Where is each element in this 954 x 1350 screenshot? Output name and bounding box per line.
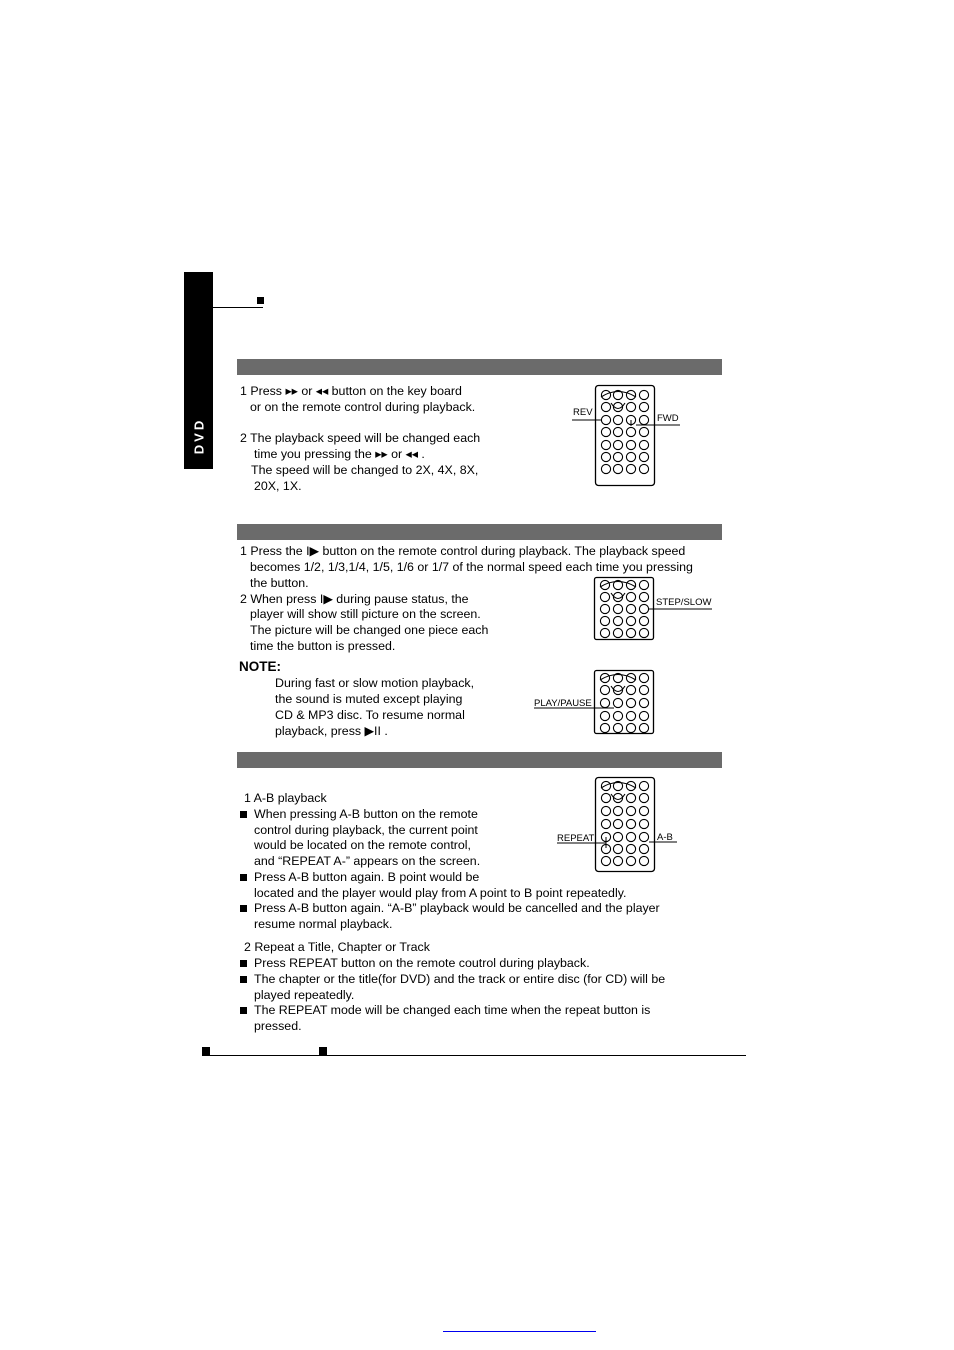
note-line-2: the sound is muted except playing [275, 692, 463, 706]
ab-line-2: control during playback, the current point [254, 823, 478, 837]
note-heading: NOTE: [239, 659, 281, 674]
repeat-label: REPEAT [557, 833, 595, 844]
footer-rule [202, 1055, 746, 1056]
step-slow-label: STEP/SLOW [656, 597, 712, 608]
ab-line-1: When pressing A-B button on the remote [254, 807, 478, 821]
note-line-4: playback, press ▶II . [275, 724, 388, 738]
s1-line-1: 1 Press ▸▸ or ◂◂ button on the key board [240, 384, 462, 398]
repeat-line-1: Press REPEAT button on the remote coutrol during playback. [254, 956, 590, 970]
rev-label: REV [573, 407, 593, 418]
s2-line-6: The picture will be changed one piece each [250, 623, 489, 637]
repeat-heading: 2 Repeat a Title, Chapter or Track [244, 940, 430, 954]
remote-illustration-rev-fwd [570, 384, 710, 488]
s2-line-1: 1 Press the I▶ button on the remote control during playback. The playback speed [240, 544, 686, 558]
fwd-label: FWD [657, 413, 679, 424]
bottom-link-underline[interactable] [443, 1331, 596, 1332]
s1-line-5: The speed will be changed to 2X, 4X, 8X, [251, 463, 479, 477]
bullet-icon [240, 976, 247, 983]
repeat-line-5: pressed. [254, 1019, 302, 1033]
note-line-1: During fast or slow motion playback, [275, 676, 475, 690]
ab-line-4: and “REPEAT A-” appears on the screen. [254, 854, 481, 868]
section-bar-2 [237, 524, 722, 540]
header-marker [257, 297, 264, 304]
ab-line-5: Press A-B button again. B point would be [254, 870, 480, 884]
play-pause-label: PLAY/PAUSE [534, 698, 592, 709]
ab-line-6: located and the player would play from A point to B point repeatedly. [254, 886, 627, 900]
footer-marker-left [202, 1047, 210, 1055]
repeat-line-2: The chapter or the title(for DVD) and the track or entire disc (for CD) will be [254, 972, 666, 986]
s2-line-4: 2 When press I▶ during pause status, the [240, 592, 469, 606]
s1-line-4: time you pressing the ▸▸ or ◂◂ . [254, 447, 425, 461]
bullet-icon [240, 874, 247, 881]
ab-line-3: would be located on the remote control, [254, 838, 471, 852]
s1-line-6: 20X, 1X. [254, 479, 302, 493]
ab-heading: 1 A-B playback [244, 791, 327, 805]
repeat-line-4: The REPEAT mode will be changed each time when the repeat button is [254, 1003, 651, 1017]
repeat-line-3: played repeatedly. [254, 988, 355, 1002]
footer-marker-right [319, 1047, 327, 1055]
remote-illustration-step-slow [590, 576, 714, 642]
section-bar-3 [237, 752, 722, 768]
note-line-3: CD & MP3 disc. To resume normal [275, 708, 465, 722]
s1-line-2: or on the remote control during playback. [250, 400, 476, 414]
side-tab-label: DVD [191, 417, 207, 455]
ab-line-7: Press A-B button again. “A-B” playback would be cancelled and the player [254, 901, 660, 915]
bullet-icon [240, 1007, 247, 1014]
a-b-label: A-B [657, 832, 673, 843]
s2-line-5: player will show still picture on the screen. [250, 607, 481, 621]
bullet-icon [240, 960, 247, 967]
s2-line-2: becomes 1/2, 1/3,1/4, 1/5, 1/6 or 1/7 of the normal speed each time you pressing [250, 560, 693, 574]
s2-line-3: the button. [250, 576, 309, 590]
remote-illustration-repeat-ab [555, 776, 679, 874]
header-rule [213, 307, 263, 308]
s1-line-3: 2 The playback speed will be changed each [240, 431, 481, 445]
section-bar-1 [237, 359, 722, 375]
ab-line-8: resume normal playback. [254, 917, 393, 931]
bullet-icon [240, 905, 247, 912]
s2-line-7: time the button is pressed. [250, 639, 396, 653]
bullet-icon [240, 811, 247, 818]
